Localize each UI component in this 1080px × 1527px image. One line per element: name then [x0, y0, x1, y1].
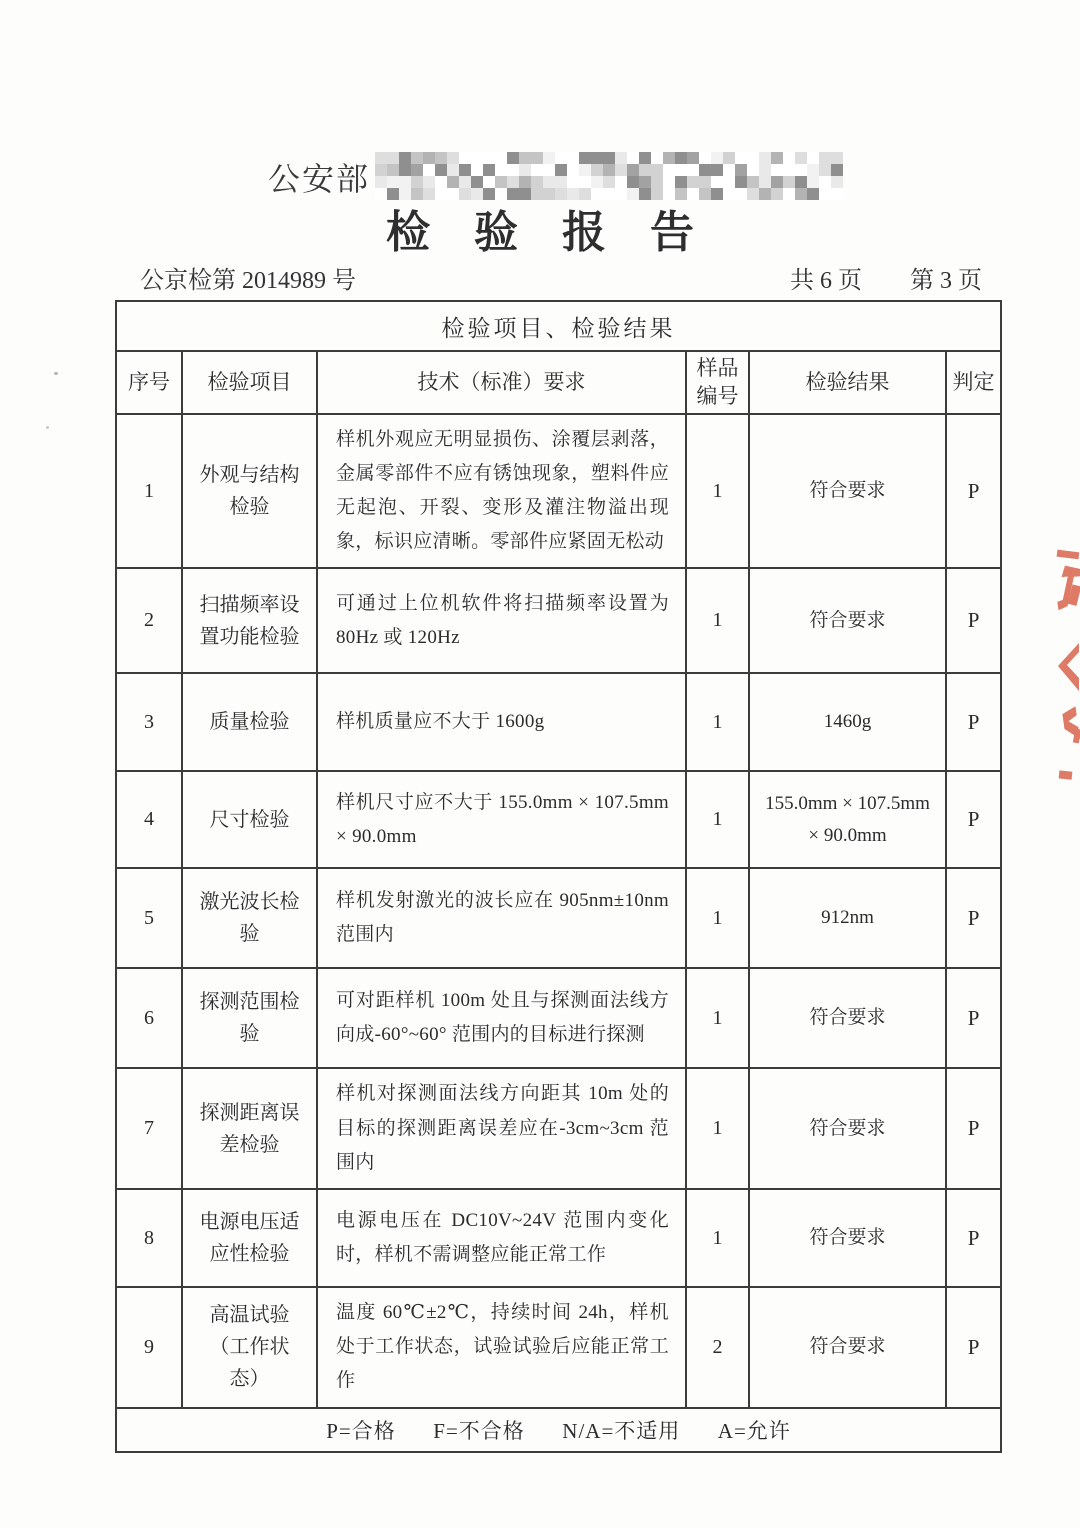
cell-result: 符合要求 — [749, 1287, 946, 1408]
cell-item: 外观与结构检验 — [182, 414, 317, 569]
cell-sample: 1 — [686, 1189, 749, 1287]
cell-seq: 8 — [116, 1189, 182, 1287]
report-title: 检 验 报 告 — [386, 208, 694, 257]
pagination — [790, 260, 982, 295]
cell-seq: 1 — [116, 414, 182, 569]
cell-item: 扫描频率设置功能检验 — [182, 568, 317, 673]
col-header-requirement: 技术（标准）要求 — [317, 351, 686, 414]
cell-result: 912nm — [749, 868, 946, 968]
col-header-result: 检验结果 — [749, 351, 946, 414]
cell-result: 符合要求 — [749, 568, 946, 673]
cell-verdict: P — [946, 414, 1001, 569]
cell-sample: 1 — [686, 868, 749, 968]
meta-row — [140, 260, 982, 295]
cell-verdict: P — [946, 568, 1001, 673]
cell-sample: 1 — [686, 1068, 749, 1189]
cell-verdict: P — [946, 968, 1001, 1068]
org-prefix: 公安部 — [268, 161, 371, 197]
cell-verdict: P — [946, 1068, 1001, 1189]
table-row — [116, 673, 1001, 771]
table-row — [116, 1189, 1001, 1287]
cell-seq: 7 — [116, 1068, 182, 1189]
cell-sample: 1 — [686, 414, 749, 569]
legend: P=合格 F=不合格 N/A=不适用 A=允许 — [116, 1408, 1001, 1452]
cell-sample: 1 — [686, 568, 749, 673]
cell-sample: 1 — [686, 673, 749, 771]
cell-item: 电源电压适应性检验 — [182, 1189, 317, 1287]
cell-requirement: 温度 60℃±2℃，持续时间 24h，样机处于工作状态，试验试验后应能正常工作 — [317, 1287, 686, 1408]
cell-sample: 1 — [686, 771, 749, 868]
paging-seal-stamp — [1050, 545, 1080, 800]
cell-result: 符合要求 — [749, 1068, 946, 1189]
current-page: 第 3 页 — [910, 268, 982, 294]
cell-seq: 3 — [116, 673, 182, 771]
cell-requirement: 样机外观应无明显损伤、涂覆层剥落，金属零部件不应有锈蚀现象，塑料件应无起泡、开裂、变形及灌注物溢出现象，标识应清晰。零部件应紧固无松动 — [317, 414, 686, 569]
cell-item: 高温试验（工作状态） — [182, 1287, 317, 1408]
col-header-verdict: 判定 — [946, 351, 1001, 414]
cell-requirement: 样机发射激光的波长应在 905nm±10nm 范围内 — [317, 868, 686, 968]
cell-seq: 6 — [116, 968, 182, 1068]
cell-seq: 4 — [116, 771, 182, 868]
table-row — [116, 868, 1001, 968]
cell-requirement: 可通过上位机软件将扫描频率设置为 80Hz 或 120Hz — [317, 568, 686, 673]
cell-item: 激光波长检验 — [182, 868, 317, 968]
col-header-sample: 样品编号 — [686, 351, 749, 414]
cell-result: 符合要求 — [749, 414, 946, 569]
cell-verdict: P — [946, 673, 1001, 771]
cell-sample: 1 — [686, 968, 749, 1068]
table-row — [116, 568, 1001, 673]
table-row — [116, 1287, 1001, 1408]
cell-seq: 9 — [116, 1287, 182, 1408]
table-row — [116, 1068, 1001, 1189]
cell-item: 探测范围检验 — [182, 968, 317, 1068]
scan-speck — [54, 372, 58, 375]
table-row — [116, 968, 1001, 1068]
cell-requirement: 可对距样机 100m 处且与探测面法线方向成-60°~60° 范围内的目标进行探测 — [317, 968, 686, 1068]
scan-speck — [46, 426, 49, 429]
cell-result: 155.0mm × 107.5mm × 90.0mm — [749, 771, 946, 868]
cell-item: 探测距离误差检验 — [182, 1068, 317, 1189]
table-row — [116, 414, 1001, 569]
cell-requirement: 电源电压在 DC10V~24V 范围内变化时，样机不需调整应能正常工作 — [317, 1189, 686, 1287]
red-seal-fragment-icon — [1050, 545, 1080, 800]
doc-number: 公京检第 2014989 号 — [140, 268, 356, 294]
cell-item: 尺寸检验 — [182, 771, 317, 868]
col-header-item: 检验项目 — [182, 351, 317, 414]
table-row — [116, 771, 1001, 868]
table-title: 检验项目、检验结果 — [116, 301, 1001, 351]
cell-verdict: P — [946, 771, 1001, 868]
cell-requirement: 样机对探测面法线方向距其 10m 处的目标的探测距离误差应在-3cm~3cm 范围内 — [317, 1068, 686, 1189]
cell-verdict: P — [946, 868, 1001, 968]
cell-sample: 2 — [686, 1287, 749, 1408]
redaction-mosaic — [375, 152, 843, 200]
cell-seq: 5 — [116, 868, 182, 968]
inspection-table — [115, 300, 1002, 1453]
cell-seq: 2 — [116, 568, 182, 673]
cell-result: 符合要求 — [749, 968, 946, 1068]
cell-result: 1460g — [749, 673, 946, 771]
cell-item: 质量检验 — [182, 673, 317, 771]
cell-requirement: 样机质量应不大于 1600g — [317, 673, 686, 771]
cell-verdict: P — [946, 1189, 1001, 1287]
col-header-seq: 序号 — [116, 351, 182, 414]
total-pages: 共 6 页 — [790, 268, 862, 294]
cell-verdict: P — [946, 1287, 1001, 1408]
cell-requirement: 样机尺寸应不大于 155.0mm × 107.5mm × 90.0mm — [317, 771, 686, 868]
cell-result: 符合要求 — [749, 1189, 946, 1287]
